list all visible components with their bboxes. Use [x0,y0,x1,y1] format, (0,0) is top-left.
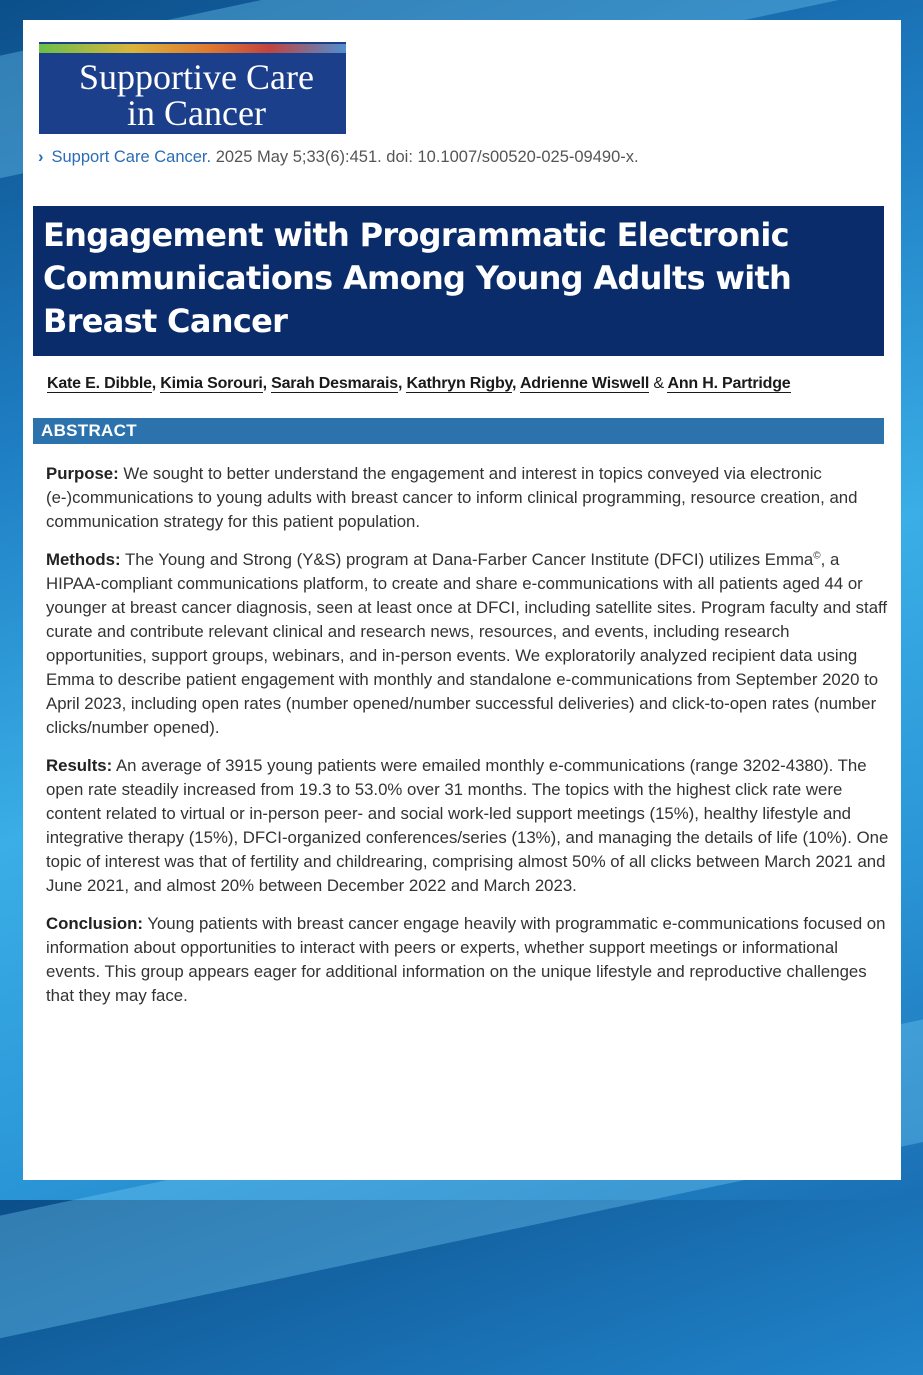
author-list: Kate E. Dibble, Kimia Sorouri, Sarah Desmarais, Kathryn Rigby, Adrienne Wiswell & Ann H. Partridge [47,375,791,392]
results-text: An average of 3915 young patients were emailed monthly e-communications (range 3202-4380). The open rate steadily increased from 19.3 to 53.0% over 31 months. The topics with the highest click rate were content related to virtual or in-person peer- and social work-led support meetings (15%), healthy lifestyle and integrative therapy (15%), DFCI-organized conferences/series (13%), and managing the details of life (10%). One topic of interest was that of fertility and childrearing, comprising almost 50% of all clicks between March 2021 and June 2021, and almost 20% between December 2022 and March 2023. [46,756,889,895]
conclusion-paragraph [46,912,891,1008]
abstract-body [46,462,891,1022]
paper-title: Engagement with Programmatic Electronic Communications Among Young Adults with Breast Cancer [43,216,792,340]
author-link[interactable]: Sarah Desmarais [271,375,398,392]
journal-logo[interactable] [39,42,346,134]
methods-label: Methods: [46,550,121,569]
abstract-heading: ABSTRACT [41,421,137,440]
results-paragraph [46,754,891,898]
author-link[interactable]: Adrienne Wiswell [519,375,650,392]
logo-line-1: Supportive Care [79,57,314,97]
purpose-paragraph [46,462,891,534]
logo-title [49,59,344,131]
journal-link[interactable]: Support Care Cancer. [51,148,212,166]
author-link[interactable]: Kate E. Dibble [47,375,152,392]
citation-details: 2025 May 5;33(6):451. doi: 10.1007/s00520-025-09490-x. [215,148,639,166]
copyright-superscript: © [813,550,821,562]
chevron-right-icon: › [38,148,44,166]
methods-paragraph [46,548,891,740]
author-link[interactable]: Kathryn Rigby [406,375,513,392]
abstract-header [33,418,884,444]
results-label: Results: [46,756,113,775]
conclusion-text: Young patients with breast cancer engage heavily with programmatic e-communications focused on information about opportunities to interact with peers or experts, whether support meetings or informational events. This group appears eager for additional information on the unique lifestyle and reproductive challenges that they may face. [46,914,886,1005]
author-link[interactable]: Ann H. Partridge [667,375,791,392]
purpose-text: We sought to better understand the engagement and interest in topics conveyed via electronic (e-)communications to young adults with breast cancer to inform clinical programming, resource creation, and communication strategy for this patient population. [46,464,858,531]
methods-text-before: The Young and Strong (Y&S) program at Dana-Farber Cancer Institute (DFCI) utilizes Emma [124,550,814,569]
citation-line [38,148,639,167]
ampersand: & [653,375,664,392]
methods-text-after: , a HIPAA-compliant communications platform, to create and share e-communications with all patients aged 44 or younger at breast cancer diagnosis, seen at least once at DFCI, including satellite sites. Program faculty and staff curate and contribute relevant clinical and research news, resources, and events, including research opportunities, support groups, webinars, and in-person events. We exploratorily analyzed recipient data using Emma to describe patient engagement with monthly and standalone e-communications from September 2020 to April 2023, including open rates (number opened/number successful deliveries) and click-to-open rates (number clicks/number opened). [46,550,888,737]
logo-line-2: in Cancer [127,93,266,133]
title-block [33,206,884,356]
purpose-label: Purpose: [46,464,119,483]
conclusion-label: Conclusion: [46,914,143,933]
author-link[interactable]: Kimia Sorouri [160,375,263,392]
abstract-card [23,20,901,1180]
logo-color-stripe [39,44,346,53]
